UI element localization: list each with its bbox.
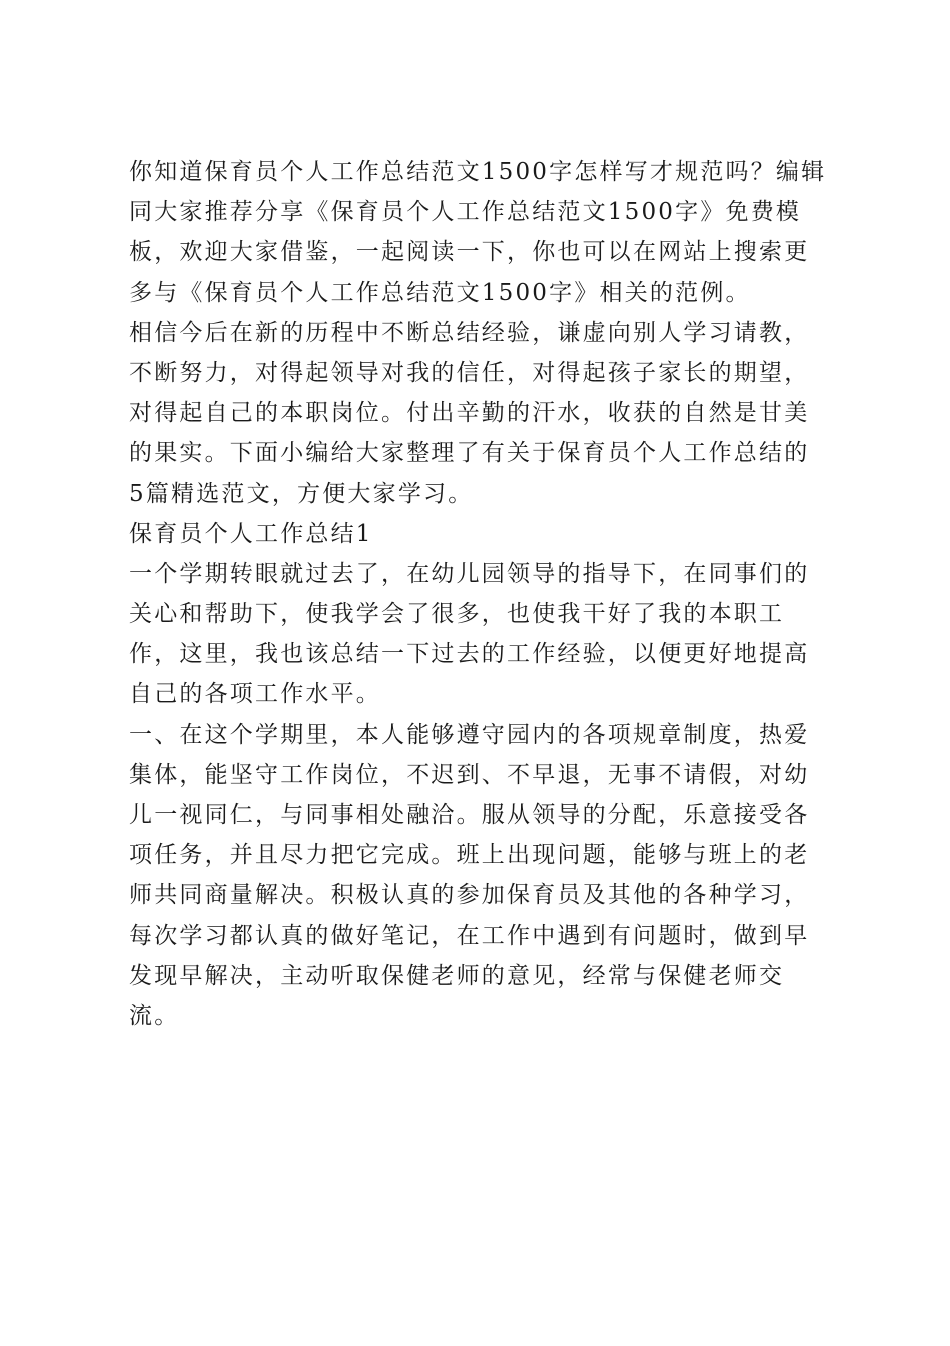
text-line: 项任务，并且尽力把它完成。班上出现问题，能够与班上的老 xyxy=(129,842,810,869)
text-line: 相信今后在新的历程中不断总结经验，谦虚向别人学习请教， xyxy=(129,319,810,346)
text-line: 一个学期转眼就过去了，在幼儿园领导的指导下，在同事们的 xyxy=(129,560,810,587)
section-title: 保育员个人工作总结1 xyxy=(129,520,373,547)
text-line: 集体，能坚守工作岗位，不迟到、不早退，无事不请假，对幼 xyxy=(129,761,810,788)
text-line: 你知道保育员个人工作总结范文1500字怎样写才规范吗？编辑 xyxy=(129,159,827,185)
body-paragraph-2 xyxy=(129,715,829,1037)
text-line: 不断努力，对得起领导对我的信任，对得起孩子家长的期望， xyxy=(129,359,810,386)
text-line: 关心和帮助下，使我学会了很多，也使我干好了我的本职工 xyxy=(129,601,785,628)
text-line: 板，欢迎大家借鉴，一起阅读一下，你也可以在网站上搜索更 xyxy=(129,239,810,266)
preface-paragraph xyxy=(129,313,829,514)
text-line: 流。 xyxy=(129,1002,180,1029)
text-line: 对得起自己的本职岗位。付出辛勤的汗水，收获的自然是甘美 xyxy=(129,400,810,427)
intro-paragraph xyxy=(129,152,829,313)
text-line: 作，这里，我也该总结一下过去的工作经验，以便更好地提高 xyxy=(129,641,810,668)
text-line: 师共同商量解决。积极认真的参加保育员及其他的各种学习， xyxy=(129,882,810,909)
text-line: 同大家推荐分享《保育员个人工作总结范文1500字》免费模 xyxy=(129,199,802,226)
text-line: 儿一视同仁，与同事相处融洽。服从领导的分配，乐意接受各 xyxy=(129,802,810,828)
text-line: 发现早解决，主动听取保健老师的意见，经常与保健老师交 xyxy=(129,962,785,989)
body-paragraph-1 xyxy=(129,554,829,715)
text-line: 的果实。下面小编给大家整理了有关于保育员个人工作总结的 xyxy=(129,440,810,467)
text-line: 多与《保育员个人工作总结范文1500字》相关的范例。 xyxy=(129,279,751,306)
text-line: 一、在这个学期里，本人能够遵守园内的各项规章制度，热爱 xyxy=(129,721,810,748)
text-line: 5篇精选范文，方便大家学习。 xyxy=(129,480,474,507)
text-line: 自己的各项工作水平。 xyxy=(129,681,381,708)
text-line: 每次学习都认真的做好笔记，在工作中遇到有问题时，做到早 xyxy=(129,922,810,949)
document-body xyxy=(129,152,829,1036)
